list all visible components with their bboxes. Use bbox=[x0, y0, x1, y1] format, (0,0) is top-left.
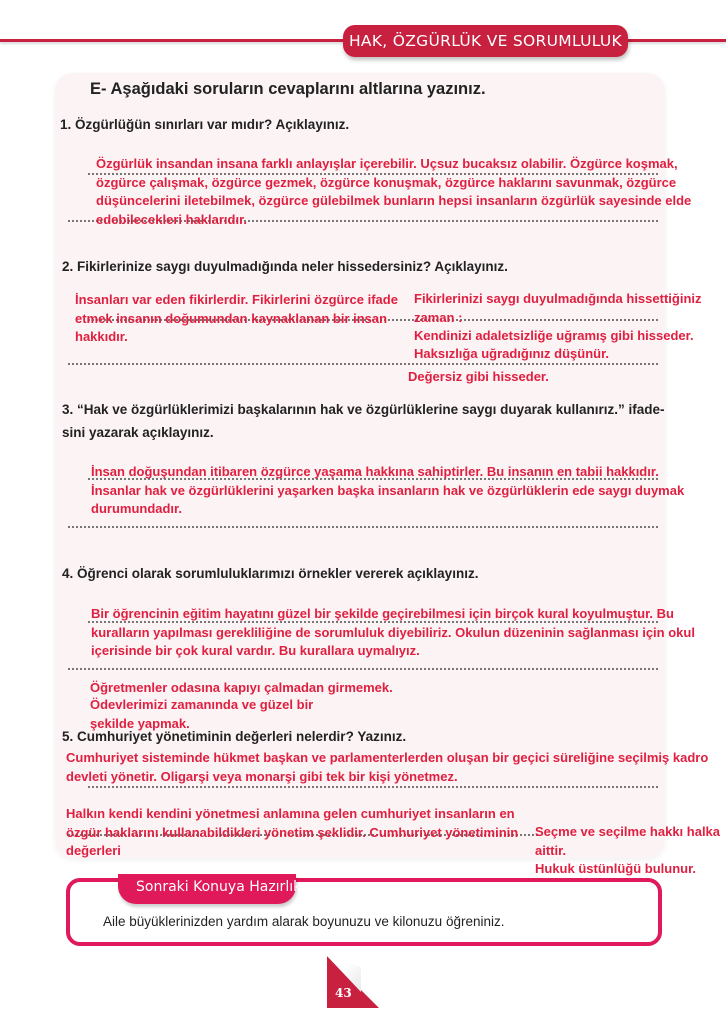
answer-1-text: Özgürlük insandan insana farklı anlayışlar içerebilir. Uçsuz bucaksız olabilir. Özgürce koşmak, özgürce çalışmak, özgürce gezmek, özgürce konuşmak, özgürce haklarını savunmak, özgürce düşüncelerini iletebilmek, özgürce gülebilmek bunların hepsi insanların özgürlük sayesinde elde edebilecekleri haklarıdır. bbox=[96, 156, 692, 227]
answer-2-item: Haksızlığa uğradığınız düşünür. bbox=[414, 346, 610, 361]
answer-line bbox=[68, 526, 658, 528]
chapter-title: HAK, ÖZGÜRLÜK VE SORUMLULUK bbox=[343, 25, 628, 57]
question-2: 2. Fikirlerinize saygı duyulmadığında neler hissedersiniz? Açıklayınız. bbox=[62, 259, 508, 274]
answer-line bbox=[88, 786, 658, 788]
answer-2-text: İnsanları var eden fikirlerdir. Fikirlerini özgürce ifade etmek insanın doğumundan kaynaklanan bir insan hakkıdır. bbox=[75, 292, 398, 344]
answer-4-example: Öğretmenler odasına kapıyı çalmadan girmemek. bbox=[90, 680, 393, 695]
answer-2-intro: Fikirlerinizi saygı duyulmadığında hissettiğiniz zaman : bbox=[414, 291, 702, 325]
answer-5-value: Hukuk üstünlüğü bulunur. bbox=[535, 861, 697, 876]
answer-line bbox=[68, 668, 658, 670]
next-topic-text: Aile büyüklerinizden yardım alarak boyunuzu ve kilonuzu öğreniniz. bbox=[103, 914, 505, 929]
answer-4-example: Ödevlerimizi zamanında ve güzel bir şekilde yapmak. bbox=[90, 697, 314, 731]
question-4: 4. Öğrenci olarak sorumluluklarımızı örnekler vererek açıklayınız. bbox=[62, 566, 479, 581]
answer-2-item: Değersiz gibi hisseder. bbox=[408, 369, 549, 384]
question-5: 5. Cumhuriyet yönetiminin değerleri nelerdir? Yazınız. bbox=[62, 729, 407, 744]
answer-5-value: Seçme ve seçilme hakkı halka aittir. bbox=[535, 824, 721, 858]
answer-5-definition: Halkın kendi kendini yönetmesi anlamına gelen cumhuriyet insanların en özgür haklarını kullanabildikleri yönetim şeklidir. Cumhuriyet yönetiminin değerleri bbox=[66, 806, 519, 858]
question-3-line-1: 3. “Hak ve özgürlüklerimizi başkalarının hak ve özgürlüklerine saygı duyarak kullanırız.” ifade- bbox=[62, 402, 665, 417]
next-topic-title: Sonraki Konuya Hazırlık bbox=[136, 879, 302, 895]
page-number: 43 bbox=[335, 986, 352, 1000]
answer-2-item: Kendinizi adaletsizliğe uğramış gibi hisseder. bbox=[414, 328, 694, 343]
section-title: E- Aşağıdaki soruların cevaplarını altlarına yazınız. bbox=[90, 80, 486, 98]
question-1: 1. Özgürlüğün sınırları var mıdır? Açıklayınız. bbox=[60, 117, 350, 132]
question-3-line-2: sini yazarak açıklayınız. bbox=[62, 425, 214, 440]
answer-4-text: Bir öğrencinin eğitim hayatını güzel bir şekilde geçirebilmesi için birçok kural koyulmuştur. Bu kuralların yapılması gerekliliğine de sorumluluk diyebiliriz. Okulun düzeninin sağlanması için okul içerisinde bir çok kural vardır. Bu kurallara uymalıyız. bbox=[91, 606, 695, 658]
answer-5-text: Cumhuriyet sisteminde hükmet başkan ve parlamenterlerden oluşan bir geçici süreliğine seçilmiş kadro devleti yönetir. Oligarşi veya monarşi gibi tek bir kişi yönetmez. bbox=[66, 750, 709, 784]
answer-3-text: İnsan doğuşundan itibaren özgürce yaşama hakkına sahiptirler. Bu insanın en tabii hakkıdır. İnsanlar hak ve özgürlüklerini yaşarken başka insanların hak ve özgürlüklerin ede saygı duymak durumundadır. bbox=[91, 464, 685, 516]
